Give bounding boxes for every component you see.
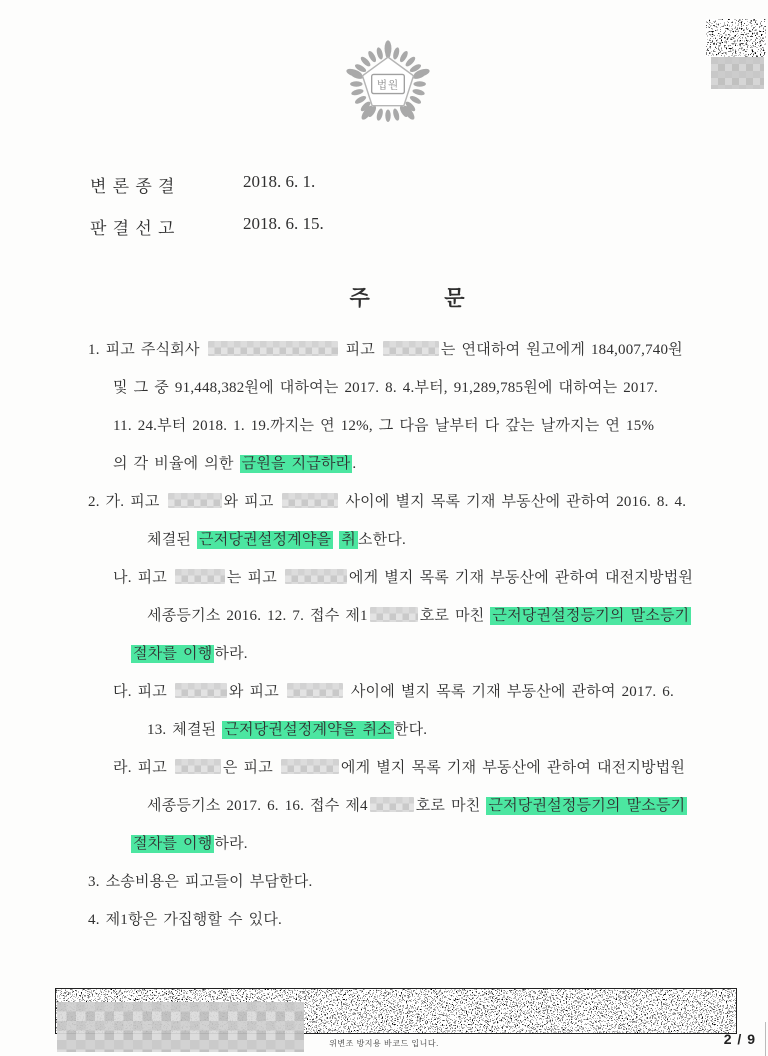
text-run: 나. 피고 xyxy=(113,570,173,586)
redaction-block xyxy=(287,683,343,698)
highlighted-text: 금원을 지급하라 xyxy=(241,456,351,472)
redaction-block xyxy=(285,569,347,584)
meta-label: 변 론 종 결 xyxy=(90,177,176,196)
text-run: 다. 피고 xyxy=(113,684,173,700)
meta-row-argument-closed xyxy=(90,172,510,196)
meta-value: 2018. 6. 15. xyxy=(243,214,324,233)
text-run: 와 피고 xyxy=(228,684,285,700)
text-run: 2. 가. 피고 xyxy=(88,494,166,510)
redacted-stamp-blur xyxy=(711,57,764,89)
text-run: 에게 별지 목록 기재 부동산에 관하여 대전지방법원 xyxy=(348,570,694,586)
redaction-block xyxy=(175,683,227,698)
redaction-block xyxy=(175,569,225,584)
body-line xyxy=(147,787,768,825)
highlighted-text: 취 xyxy=(341,532,356,548)
text-run: 의 각 비율에 의한 xyxy=(113,456,240,472)
text-run: 세종등기소 2016. 12. 7. 접수 제1 xyxy=(147,608,368,624)
court-seal xyxy=(340,36,436,132)
body-line xyxy=(147,597,768,635)
body-line xyxy=(88,483,768,521)
body-line xyxy=(113,369,768,407)
text-run: 11. 24.부터 2018. 1. 19.까지는 연 12%, 그 다음 날부터 다 갚는 날까지는 연 15% xyxy=(113,418,655,434)
text-run: 소한다. xyxy=(357,532,406,548)
redaction-block xyxy=(383,341,439,356)
text-run: 에게 별지 목록 기재 부동산에 관하여 대전지방법원 xyxy=(340,760,686,776)
body-lines xyxy=(0,331,768,939)
redaction-block xyxy=(281,759,339,774)
order-title: 주 문 xyxy=(349,286,467,310)
text-run: 와 피고 xyxy=(223,494,280,510)
text-run: 호로 마친 xyxy=(419,608,491,624)
meta-label: 판 결 선 고 xyxy=(90,219,176,238)
footer-note: 위변조 방지용 바코드 입니다. xyxy=(329,1039,439,1048)
text-run: . xyxy=(352,456,357,472)
body-line xyxy=(131,825,768,863)
text-run: 은 피고 xyxy=(222,760,279,776)
meta-row-judgment-date xyxy=(90,214,510,238)
text-run: 및 그 중 91,448,382원에 대하여는 2017. 8. 4.부터, 91,289,785원에 대하여는 2017. xyxy=(113,380,658,396)
text-run: 하라. xyxy=(214,836,248,852)
case-meta xyxy=(90,172,510,256)
meta-value: 2018. 6. 1. xyxy=(243,172,316,191)
text-run: 1. 피고 주식회사 xyxy=(88,342,206,358)
text-run: 세종등기소 2017. 6. 16. 접수 제4 xyxy=(147,798,368,814)
body-line xyxy=(88,901,768,939)
text-run: 사이에 별지 목록 기재 부동산에 관하여 2016. 8. 4. xyxy=(339,494,687,510)
text-run: 한다. xyxy=(393,722,428,738)
text-run: 는 연대하여 원고에게 184,007,740원 xyxy=(440,342,683,358)
highlighted-text: 절차를 이행 xyxy=(133,836,213,852)
body-line xyxy=(131,635,768,673)
redaction-block xyxy=(370,797,414,812)
redacted-stamp-noise xyxy=(706,19,766,57)
text-run: 하라. xyxy=(214,646,248,662)
text-run: 체결된 xyxy=(147,532,198,548)
body-line xyxy=(147,711,768,749)
body-line xyxy=(113,749,768,787)
redaction-block xyxy=(282,493,338,508)
highlighted-text: 절차를 이행 xyxy=(133,646,213,662)
scan-edge-artifact xyxy=(765,1022,766,1056)
body-line xyxy=(113,559,768,597)
text-run: 3. 소송비용은 피고들이 부담한다. xyxy=(88,874,313,890)
highlighted-text: 근저당권설정등기의 말소등기 xyxy=(492,608,690,624)
body-line xyxy=(113,445,768,483)
redaction-block xyxy=(208,341,338,356)
text-run: 4. 제1항은 가집행할 수 있다. xyxy=(88,912,283,928)
seal-label: 법원 xyxy=(376,80,400,92)
highlighted-text: 근저당권설정등기의 말소등기 xyxy=(488,798,686,814)
text-run: 라. 피고 xyxy=(113,760,173,776)
body-line xyxy=(113,407,768,445)
redaction-block xyxy=(370,607,418,622)
page-number: 2 / 9 xyxy=(723,1031,756,1047)
text-run: 13. 체결된 xyxy=(147,722,223,738)
text-run: 사이에 별지 목록 기재 부동산에 관하여 2017. 6. xyxy=(344,684,674,700)
redaction-block xyxy=(175,759,221,774)
highlighted-text: 근저당권설정계약을 취소 xyxy=(224,722,392,738)
text-run: 는 피고 xyxy=(226,570,283,586)
redaction-block xyxy=(168,493,222,508)
body-line xyxy=(88,331,768,369)
body-line xyxy=(88,863,768,901)
body-line xyxy=(113,673,768,711)
text-run: 호로 마친 xyxy=(415,798,487,814)
text-run: 피고 xyxy=(339,342,381,358)
body-line xyxy=(147,521,768,559)
highlighted-text: 근저당권설정계약을 xyxy=(199,532,332,548)
